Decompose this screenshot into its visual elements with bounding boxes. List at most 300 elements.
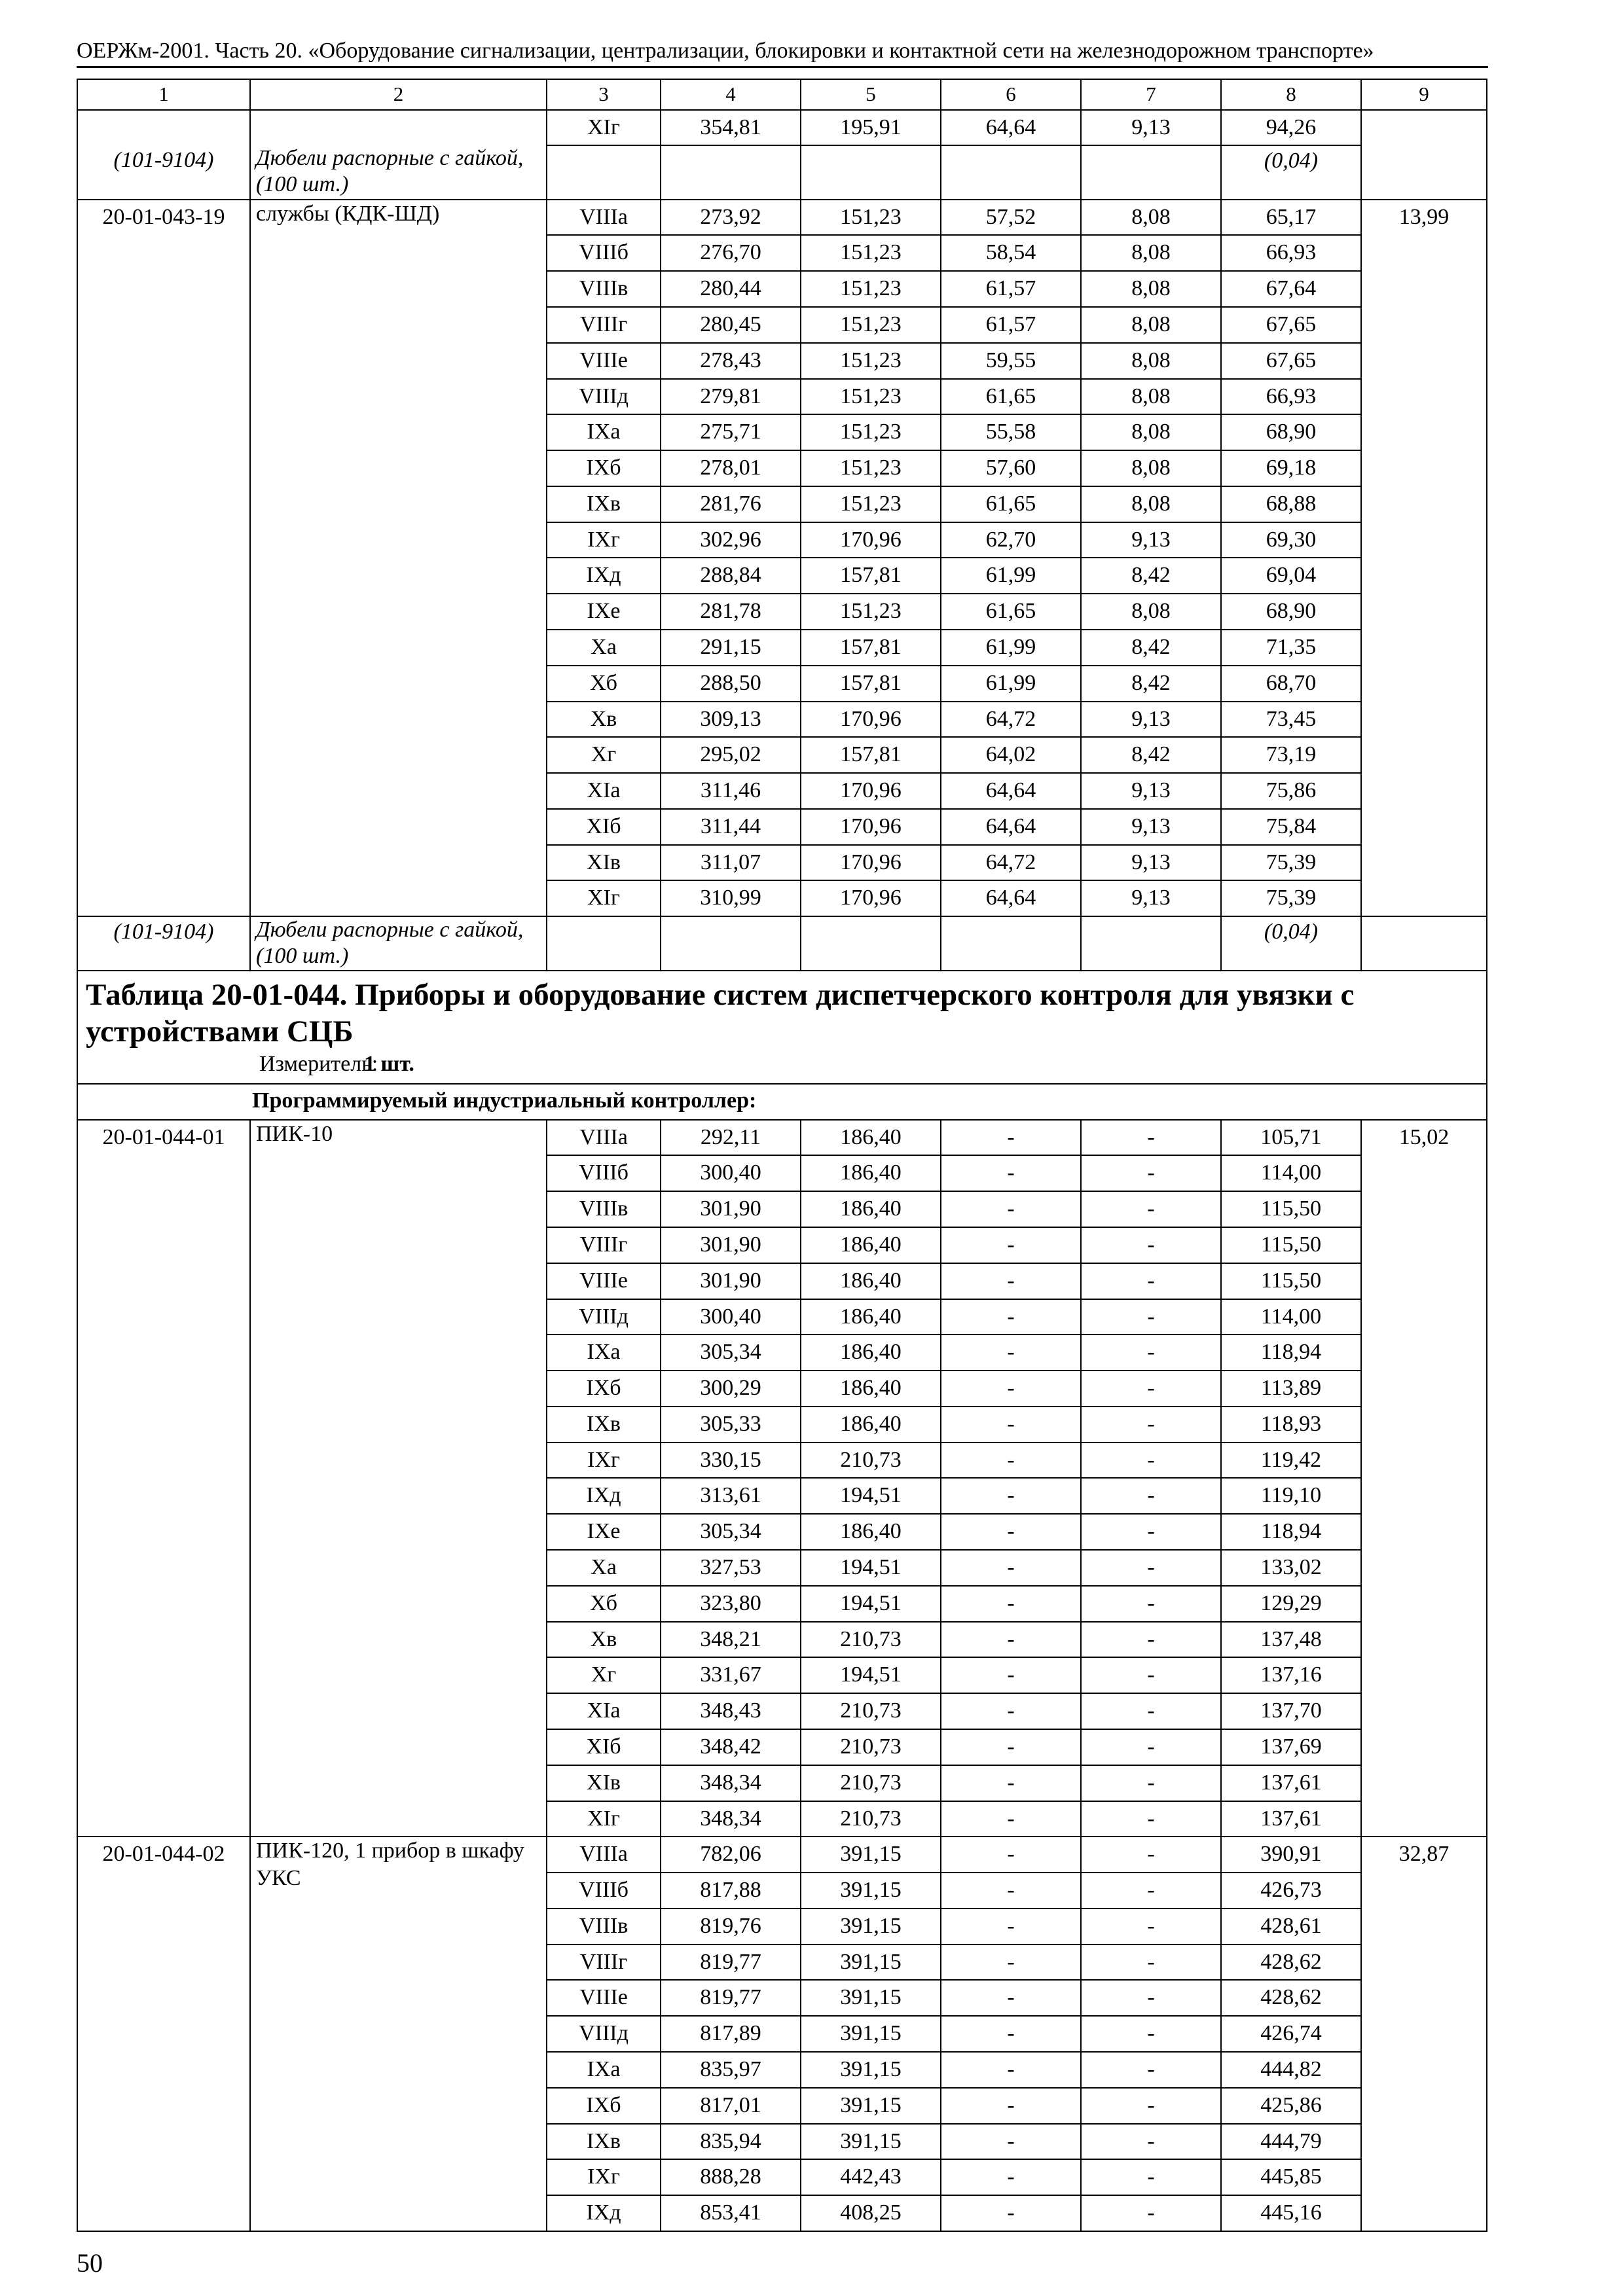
zone-cell: Xв [547,1622,661,1658]
value-cell: 8,42 [1081,737,1221,773]
value-cell: 58,54 [941,235,1081,271]
value-cell: 119,42 [1221,1443,1361,1479]
value-cell: 61,99 [941,666,1081,702]
blank-cell [1081,145,1221,199]
value-cell: 129,29 [1221,1586,1361,1622]
zone-cell: IXа [547,414,661,450]
value-cell: 9,13 [1081,110,1221,146]
zone-cell: IXв [547,486,661,522]
dowel-name: Дюбели распорные с гайкой, (100 шт.) [250,145,547,199]
value-cell: 71,35 [1221,630,1361,666]
subgroup-heading: Программируемый индустриальный контроллер: [77,1084,1487,1120]
value-cell: - [941,2124,1081,2160]
value-cell: 157,81 [801,737,941,773]
value-cell: 66,93 [1221,235,1361,271]
value-cell: - [941,1837,1081,1873]
value-cell: 9,13 [1081,702,1221,738]
zone-cell: VIIIе [547,343,661,379]
value-cell: - [1081,2088,1221,2124]
dowel-code: (101-9104) [77,916,250,971]
dowel-name: Дюбели распорные с гайкой, (100 шт.) [250,916,547,971]
value-cell: 68,90 [1221,414,1361,450]
value-cell: 137,70 [1221,1693,1361,1729]
value-cell: 428,62 [1221,1980,1361,2016]
value-cell: 301,90 [661,1227,801,1263]
table-row [77,200,1487,236]
value-cell: 348,21 [661,1622,801,1658]
item-code: 20-01-044-01 [77,1120,250,1837]
zone-cell: Xа [547,1550,661,1586]
value-cell: 137,69 [1221,1729,1361,1765]
value-cell: 444,79 [1221,2124,1361,2160]
value-cell: 151,23 [801,594,941,630]
value-cell: - [1081,1657,1221,1693]
value-cell: 8,08 [1081,307,1221,343]
blank-cell [1081,916,1221,971]
value-cell: - [941,2016,1081,2052]
value-cell: - [1081,1335,1221,1371]
value-cell: 280,45 [661,307,801,343]
zone-cell: IXв [547,2124,661,2160]
value-cell: 819,76 [661,1909,801,1945]
value-cell: 354,81 [661,110,801,146]
value-cell: - [1081,1729,1221,1765]
value-cell: 64,64 [941,773,1081,809]
item-name: ПИК-120, 1 прибор в шкафу УКС [250,1837,547,2231]
zone-cell: IXа [547,1335,661,1371]
value-cell: 75,84 [1221,809,1361,845]
value-cell: 186,40 [801,1191,941,1227]
value-cell: 330,15 [661,1443,801,1479]
value-cell: - [1081,1155,1221,1191]
value-cell: - [941,1801,1081,1837]
value-cell: 137,61 [1221,1765,1361,1801]
value-cell: - [941,2195,1081,2231]
value-cell: - [941,1227,1081,1263]
value-cell: 292,11 [661,1120,801,1156]
value-cell: - [941,1945,1081,1981]
value-cell: - [1081,1550,1221,1586]
value-cell: 118,93 [1221,1407,1361,1443]
value-cell: - [1081,1120,1221,1156]
table-row [77,1120,1487,1156]
value-cell: - [941,1909,1081,1945]
zone-cell: VIIIг [547,1945,661,1981]
value-cell: 300,29 [661,1371,801,1407]
value-cell: - [941,1693,1081,1729]
value-cell: 280,44 [661,271,801,307]
value-cell: 348,34 [661,1801,801,1837]
value-cell: 291,15 [661,630,801,666]
zone-cell: IXв [547,1407,661,1443]
value-cell: 426,74 [1221,2016,1361,2052]
value-cell: 8,42 [1081,558,1221,594]
column-header: 2 [250,79,547,110]
value-cell: - [941,1335,1081,1371]
value-cell: 64,02 [941,737,1081,773]
value-cell: 853,41 [661,2195,801,2231]
value-cell: 114,00 [1221,1155,1361,1191]
zone-cell: Xб [547,666,661,702]
zone-cell: VIIIд [547,2016,661,2052]
value-cell: 64,72 [941,702,1081,738]
header-rule [77,66,1488,68]
blank-cell [661,145,801,199]
value-cell: 9,13 [1081,845,1221,881]
zone-cell: XIб [547,1729,661,1765]
zone-cell: VIIIд [547,379,661,415]
zone-cell: IXд [547,1478,661,1514]
value-cell: 151,23 [801,200,941,236]
value-cell: 68,70 [1221,666,1361,702]
zone-cell: IXб [547,2088,661,2124]
value-cell: 195,91 [801,110,941,146]
value-cell: - [941,1657,1081,1693]
value-cell: - [941,1622,1081,1658]
value-cell: 273,92 [661,200,801,236]
zone-cell: VIIIв [547,1909,661,1945]
value-cell: 817,88 [661,1873,801,1909]
value-cell: - [941,1765,1081,1801]
value-cell: 186,40 [801,1120,941,1156]
column-header: 8 [1221,79,1361,110]
value-cell: 170,96 [801,773,941,809]
value-cell: 348,34 [661,1765,801,1801]
blank-cell [250,110,547,146]
zone-cell: IXе [547,1514,661,1550]
value-cell: 327,53 [661,1550,801,1586]
value-cell: 210,73 [801,1443,941,1479]
value-cell: - [1081,2195,1221,2231]
value-cell: 288,50 [661,666,801,702]
zone-cell: IXг [547,1443,661,1479]
value-cell: - [1081,1909,1221,1945]
value-cell: 69,30 [1221,522,1361,558]
value-cell: 67,65 [1221,307,1361,343]
value-cell: 210,73 [801,1622,941,1658]
blank-cell [547,145,661,199]
value-cell: 313,61 [661,1478,801,1514]
zone-cell: VIIIд [547,1299,661,1335]
value-cell: 151,23 [801,307,941,343]
value-cell: 157,81 [801,666,941,702]
value-cell: 305,34 [661,1514,801,1550]
value-cell: - [941,1586,1081,1622]
value-cell: 391,15 [801,2052,941,2088]
col9-value: 15,02 [1361,1120,1487,1837]
value-cell: 835,97 [661,2052,801,2088]
value-cell: 64,72 [941,845,1081,881]
zone-cell: VIIIг [547,307,661,343]
dowel-code: (101-9104) [77,145,250,199]
value-cell: 66,93 [1221,379,1361,415]
value-cell: 444,82 [1221,2052,1361,2088]
value-cell: 305,33 [661,1407,801,1443]
table-row [77,110,1487,146]
value-cell: - [1081,1873,1221,1909]
value-cell: 194,51 [801,1657,941,1693]
column-header: 5 [801,79,941,110]
value-cell: 118,94 [1221,1514,1361,1550]
value-cell: 8,08 [1081,200,1221,236]
value-cell: 301,90 [661,1263,801,1299]
value-cell: 62,70 [941,522,1081,558]
zone-cell: VIIIе [547,1263,661,1299]
value-cell: 137,16 [1221,1657,1361,1693]
value-cell: 68,90 [1221,594,1361,630]
value-cell: - [1081,2159,1221,2195]
value-cell: 8,08 [1081,414,1221,450]
value-cell: 61,57 [941,271,1081,307]
value-cell: 426,73 [1221,1873,1361,1909]
value-cell: 65,17 [1221,200,1361,236]
value-cell: 186,40 [801,1335,941,1371]
value-cell: - [1081,1945,1221,1981]
zone-cell: VIIIб [547,235,661,271]
item-name: ПИК-10 [250,1120,547,1837]
column-header: 6 [941,79,1081,110]
value-cell: - [1081,1693,1221,1729]
column-header: 7 [1081,79,1221,110]
zone-cell: IXд [547,2195,661,2231]
running-header: ОЕРЖм-2001. Часть 20. «Оборудование сигнализации, централизации, блокировки и контактной сети на железнодорожном транспорте» [77,39,1374,63]
zone-cell: VIIIг [547,1227,661,1263]
value-cell: 151,23 [801,486,941,522]
value-cell: 301,90 [661,1191,801,1227]
value-cell: 9,13 [1081,809,1221,845]
value-cell: 305,34 [661,1335,801,1371]
column-header: 9 [1361,79,1487,110]
value-cell: 118,94 [1221,1335,1361,1371]
value-cell: 137,48 [1221,1622,1361,1658]
blank-cell [77,110,250,146]
value-cell: 194,51 [801,1478,941,1514]
value-cell: 348,43 [661,1693,801,1729]
zone-cell: XIа [547,1693,661,1729]
value-cell: 309,13 [661,702,801,738]
value-cell: - [941,1514,1081,1550]
value-cell: - [941,2052,1081,2088]
zone-cell: VIIIб [547,1873,661,1909]
value-cell: 115,50 [1221,1191,1361,1227]
column-header: 1 [77,79,250,110]
value-cell: 151,23 [801,450,941,486]
value-cell: 186,40 [801,1263,941,1299]
value-cell: - [1081,2052,1221,2088]
value-cell: 428,61 [1221,1909,1361,1945]
value-cell: 73,45 [1221,702,1361,738]
value-cell: - [941,1263,1081,1299]
value-cell: 194,51 [801,1586,941,1622]
value-cell: - [941,1550,1081,1586]
value-cell: 59,55 [941,343,1081,379]
blank-cell [547,916,661,971]
value-cell: 170,96 [801,522,941,558]
meter-value: 1 шт. [364,1052,414,1077]
value-cell: 186,40 [801,1299,941,1335]
zone-cell: IXб [547,1371,661,1407]
value-cell: 391,15 [801,1945,941,1981]
value-cell: - [941,1120,1081,1156]
item-code: 20-01-043-19 [77,200,250,917]
value-cell: 210,73 [801,1729,941,1765]
value-cell: 69,04 [1221,558,1361,594]
value-cell: 113,89 [1221,1371,1361,1407]
column-header: 4 [661,79,801,110]
value-cell: 819,77 [661,1980,801,2016]
value-cell: 276,70 [661,235,801,271]
value-cell: - [1081,1263,1221,1299]
value-cell: 170,96 [801,880,941,916]
zone-cell: Xг [547,737,661,773]
value-cell: - [1081,1407,1221,1443]
value-cell: 94,26 [1221,110,1361,146]
blank-cell [1361,145,1487,199]
dowel-qty: (0,04) [1221,916,1361,971]
blank-cell [941,145,1081,199]
value-cell: 391,15 [801,1980,941,2016]
table-title: Таблица 20-01-044. Приборы и оборудование систем диспетчерского контроля для увязки с устройствами СЦБ [86,978,1355,1049]
col9-value: 32,87 [1361,1837,1487,2231]
value-cell: 275,71 [661,414,801,450]
value-cell: 210,73 [801,1765,941,1801]
value-cell: - [1081,1980,1221,2016]
value-cell: 391,15 [801,1837,941,1873]
value-cell: - [1081,1622,1221,1658]
zone-cell: VIIIв [547,1191,661,1227]
value-cell: 69,18 [1221,450,1361,486]
value-cell: 64,64 [941,880,1081,916]
meter-label: Измеритель: [259,1052,378,1077]
value-cell: - [1081,1801,1221,1837]
value-cell: - [1081,2124,1221,2160]
value-cell: 105,71 [1221,1120,1361,1156]
blank-cell [1361,110,1487,146]
zone-cell: IXд [547,558,661,594]
value-cell: 115,50 [1221,1227,1361,1263]
value-cell: - [941,1980,1081,2016]
value-cell: - [1081,1371,1221,1407]
value-cell: 311,44 [661,809,801,845]
value-cell: 9,13 [1081,880,1221,916]
value-cell: 391,15 [801,2124,941,2160]
zone-cell: Xб [547,1586,661,1622]
value-cell: 425,86 [1221,2088,1361,2124]
value-cell: 445,16 [1221,2195,1361,2231]
value-cell: - [1081,1514,1221,1550]
table-row [77,1837,1487,1873]
column-header-row [77,79,1487,110]
item-code: 20-01-044-02 [77,1837,250,2231]
value-cell: 300,40 [661,1299,801,1335]
dowel-row [77,145,1487,199]
value-cell: 8,08 [1081,235,1221,271]
value-cell: 151,23 [801,343,941,379]
value-cell: 61,65 [941,379,1081,415]
value-cell: 888,28 [661,2159,801,2195]
value-cell: 323,80 [661,1586,801,1622]
subgroup-row [77,1084,1487,1120]
value-cell: - [941,1299,1081,1335]
table-title-row [77,971,1487,1083]
value-cell: 170,96 [801,809,941,845]
value-cell: 133,02 [1221,1550,1361,1586]
value-cell: 300,40 [661,1155,801,1191]
zone-cell: XIг [547,110,661,146]
zone-cell: XIб [547,809,661,845]
value-cell: 151,23 [801,414,941,450]
col9-value: 13,99 [1361,200,1487,917]
value-cell: 391,15 [801,2088,941,2124]
value-cell: 75,86 [1221,773,1361,809]
value-cell: 186,40 [801,1371,941,1407]
zone-cell: Xг [547,1657,661,1693]
value-cell: 445,85 [1221,2159,1361,2195]
value-cell: 9,13 [1081,773,1221,809]
value-cell: 8,08 [1081,486,1221,522]
value-cell: 8,08 [1081,379,1221,415]
zone-cell: VIIIе [547,1980,661,2016]
value-cell: 391,15 [801,1873,941,1909]
value-cell: 61,65 [941,594,1081,630]
dowel-qty: (0,04) [1221,145,1361,199]
value-cell: 55,58 [941,414,1081,450]
value-cell: 295,02 [661,737,801,773]
zone-cell: VIIIб [547,1155,661,1191]
table-title-block [77,971,1487,1083]
zone-cell: VIIIа [547,1120,661,1156]
value-cell: - [1081,1765,1221,1801]
zone-cell: XIг [547,880,661,916]
value-cell: - [1081,2016,1221,2052]
value-cell: 278,01 [661,450,801,486]
zone-cell: IXе [547,594,661,630]
value-cell: 119,10 [1221,1478,1361,1514]
value-cell: 782,06 [661,1837,801,1873]
value-cell: 186,40 [801,1227,941,1263]
value-cell: 390,91 [1221,1837,1361,1873]
zone-cell: XIв [547,845,661,881]
value-cell: - [1081,1478,1221,1514]
zone-cell: XIв [547,1765,661,1801]
dowel-row [77,916,1487,971]
value-cell: 8,08 [1081,450,1221,486]
value-cell: - [941,1155,1081,1191]
value-cell: 310,99 [661,880,801,916]
zone-cell: XIг [547,1801,661,1837]
blank-cell [941,916,1081,971]
value-cell: - [941,1729,1081,1765]
value-cell: 68,88 [1221,486,1361,522]
value-cell: 281,76 [661,486,801,522]
value-cell: 302,96 [661,522,801,558]
value-cell: - [941,1191,1081,1227]
value-cell: 151,23 [801,235,941,271]
value-cell: - [941,1371,1081,1407]
value-cell: 8,08 [1081,594,1221,630]
value-cell: 151,23 [801,271,941,307]
value-cell: 137,61 [1221,1801,1361,1837]
value-cell: 348,42 [661,1729,801,1765]
value-cell: 8,42 [1081,666,1221,702]
zone-cell: IXг [547,522,661,558]
value-cell: - [941,1407,1081,1443]
value-cell: 428,62 [1221,1945,1361,1981]
value-cell: 170,96 [801,845,941,881]
value-cell: 278,43 [661,343,801,379]
value-cell: - [941,1443,1081,1479]
value-cell: 210,73 [801,1801,941,1837]
